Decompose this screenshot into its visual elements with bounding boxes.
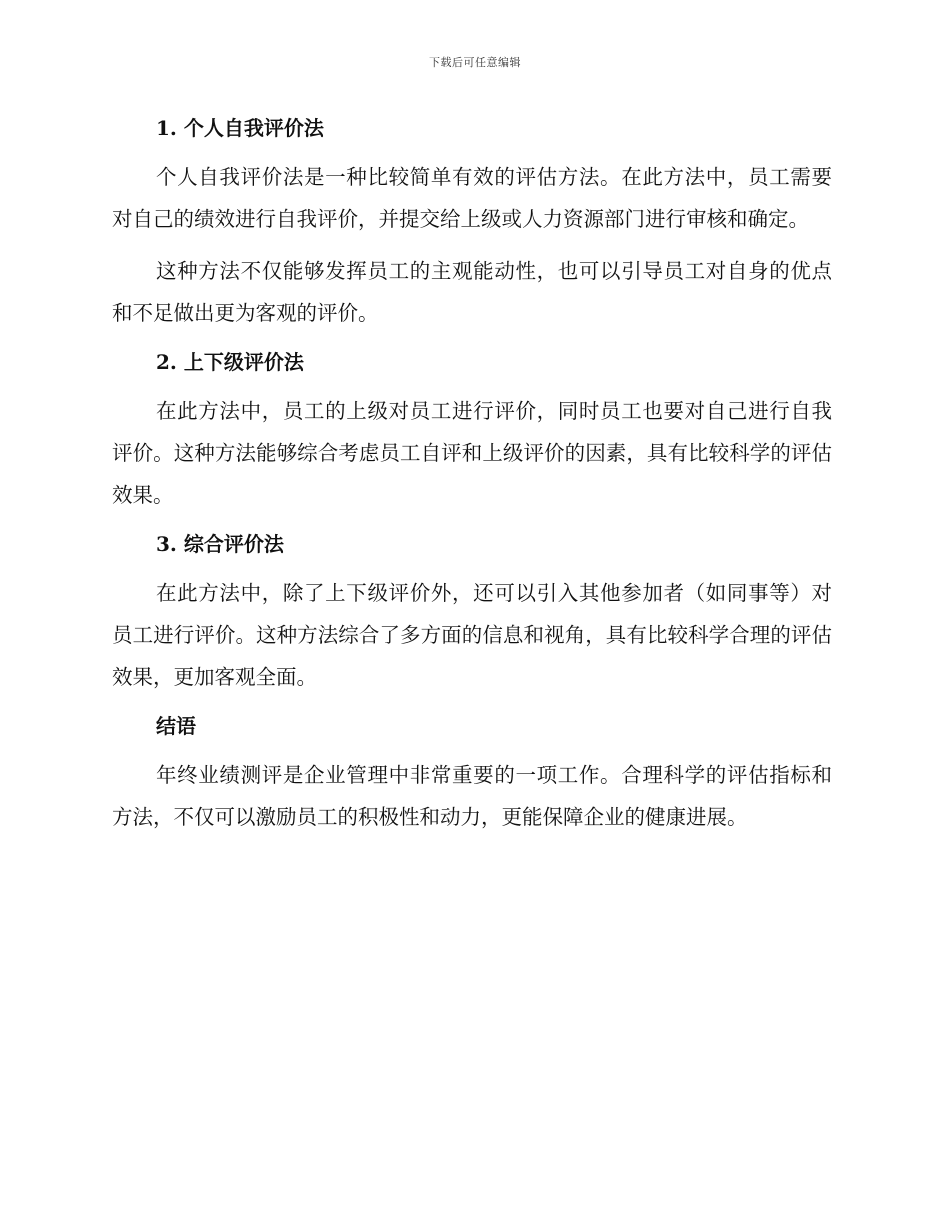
paragraph: 在此方法中，除了上下级评价外，还可以引入其他参加者（如同事等）对员工进行评价。这种方法综合了多方面的信息和视角，具有比较科学合理的评估效果，更加客观全面。 — [112, 581, 832, 689]
section-heading: 2. 上下级评价法 — [156, 350, 304, 374]
section-heading: 结语 — [156, 714, 196, 738]
page-header: 下载后可任意编辑 — [429, 56, 521, 69]
section-self-evaluation — [112, 110, 832, 334]
paragraph: 年终业绩测评是企业管理中非常重要的一项工作。合理科学的评估指标和方法，不仅可以激励员工的积极性和动力，更能保障企业的健康进展。 — [112, 763, 832, 829]
section-comprehensive-evaluation — [112, 526, 832, 698]
section-conclusion — [112, 708, 832, 838]
paragraph: 在此方法中，员工的上级对员工进行评价，同时员工也要对自己进行自我评价。这种方法能够综合考虑员工自评和上级评价的因素，具有比较科学的评估效果。 — [112, 399, 832, 507]
section-superior-subordinate-evaluation — [112, 344, 832, 516]
section-heading: 1. 个人自我评价法 — [156, 116, 324, 140]
paragraph: 这种方法不仅能够发挥员工的主观能动性，也可以引导员工对自身的优点和不足做出更为客观的评价。 — [112, 259, 832, 325]
paragraph: 个人自我评价法是一种比较简单有效的评估方法。在此方法中，员工需要对自己的绩效进行自我评价，并提交给上级或人力资源部门进行审核和确定。 — [112, 165, 832, 231]
document-body — [112, 110, 832, 848]
section-heading: 3. 综合评价法 — [156, 532, 284, 556]
